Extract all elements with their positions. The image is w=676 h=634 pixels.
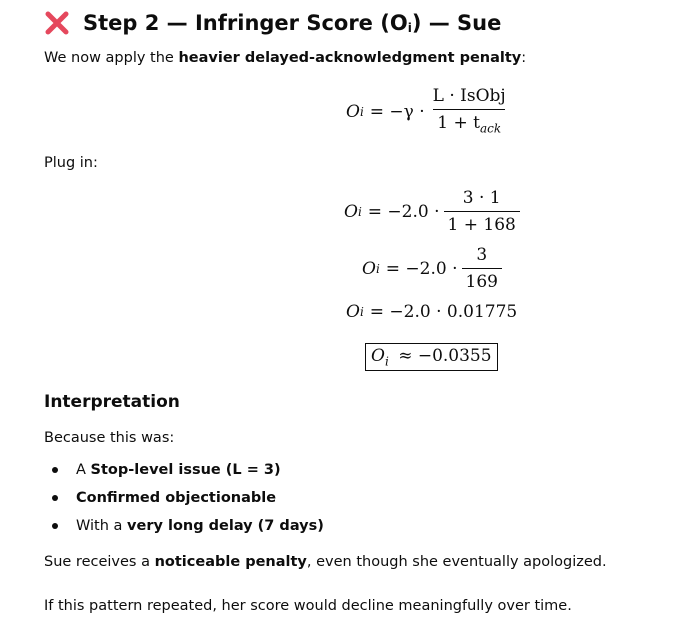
step3-lhs: O: [346, 302, 360, 322]
intro-bold: heavier delayed-acknowledgment penalty: [178, 50, 522, 66]
conclusion-prefix: Sue receives a: [44, 554, 155, 570]
bullet-dot-icon: [52, 467, 58, 473]
step1-lhs-sub: i: [357, 204, 362, 219]
step3-expression: = −2.0 · 0.01775: [369, 302, 518, 322]
interpretation-heading: Interpretation: [44, 392, 180, 412]
interpretation-list: [44, 460, 324, 544]
equation-step-3: [346, 302, 517, 322]
interpretation-lead: Because this was:: [44, 430, 175, 446]
step2-prefix: = −2.0 ·: [385, 258, 458, 279]
boxed-result: [365, 343, 498, 371]
step3-lhs-sub: i: [359, 305, 364, 319]
formula-lhs: O: [346, 102, 360, 123]
formula-denominator-main: 1 + t: [437, 113, 480, 133]
heading-subscript: i: [407, 21, 412, 35]
intro-suffix: :: [521, 50, 527, 66]
list-item: [44, 488, 324, 516]
list-item: [44, 516, 324, 544]
closing-paragraph: If this pattern repeated, her score would decline meaningfully over time.: [44, 598, 572, 614]
bullet-dot-icon: [52, 495, 58, 501]
bullet-bold: Stop-level issue (L = 3): [90, 462, 281, 478]
bullet-prefix: With a: [76, 518, 128, 534]
step2-numerator: 3: [476, 245, 488, 265]
general-formula: [346, 86, 510, 138]
bullet-prefix: A: [76, 462, 91, 478]
step1-fraction: [444, 188, 520, 235]
step2-denominator: 169: [462, 268, 502, 292]
step1-denominator: 1 + 168: [444, 211, 520, 235]
step2-lhs: O: [362, 258, 376, 279]
formula-rhs-prefix: = −γ ·: [369, 102, 425, 123]
formula-denominator: [433, 109, 505, 138]
step2-fraction: [462, 245, 502, 292]
result-box: [365, 343, 498, 371]
formula-numerator: L · IsObj: [432, 86, 506, 106]
equation-step-1: [344, 188, 520, 235]
equation-step-2: [362, 245, 502, 292]
step1-numerator: 3 · 1: [462, 188, 501, 208]
bullet-bold: very long delay (7 days): [127, 518, 324, 534]
step1-lhs: O: [344, 201, 358, 222]
formula-lhs-sub: i: [359, 105, 364, 120]
conclusion-suffix: , even though she eventually apologized.: [306, 554, 607, 570]
cross-mark-icon: [44, 10, 70, 36]
conclusion-paragraph: [44, 552, 607, 572]
step2-lhs-sub: i: [375, 261, 380, 276]
formula-denominator-sub: ack: [479, 121, 502, 136]
heading-text-end: ) — Sue: [411, 11, 502, 35]
intro-paragraph: [44, 48, 526, 68]
list-item: [44, 460, 324, 488]
step1-prefix: = −2.0 ·: [367, 201, 440, 222]
result-expression: ≈ −0.0355: [398, 346, 492, 366]
plug-in-label: Plug in:: [44, 155, 98, 171]
result-lhs: O: [371, 346, 385, 366]
section-heading: [44, 6, 501, 40]
bullet-dot-icon: [52, 523, 58, 529]
intro-prefix: We now apply the: [44, 50, 179, 66]
bullet-bold: Confirmed objectionable: [76, 490, 277, 506]
heading-text-start: Step 2 — Infringer Score (O: [83, 11, 408, 35]
result-lhs-sub: i: [384, 354, 389, 369]
conclusion-bold: noticeable penalty: [154, 554, 307, 570]
formula-fraction: [429, 86, 510, 138]
